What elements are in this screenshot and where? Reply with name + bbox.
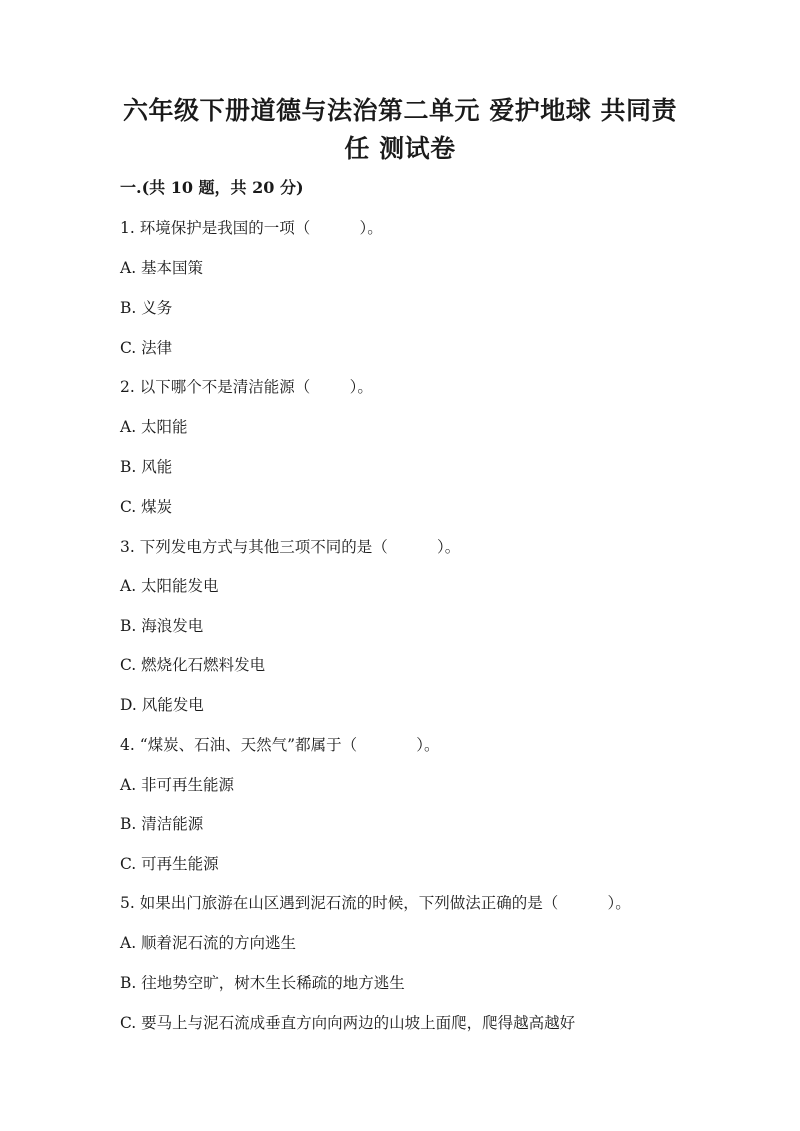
question-2-option-a: A. 太阳能 xyxy=(120,418,188,436)
question-1-stem: 1. 环境保护是我国的一项（ ）。 xyxy=(120,219,383,237)
question-2-option-b: B. 风能 xyxy=(120,458,173,476)
document-title xyxy=(110,92,690,168)
document-title-line-2: 任 测试卷 xyxy=(344,134,456,163)
question-3-stem: 3. 下列发电方式与其他三项不同的是（ ）。 xyxy=(120,538,461,556)
document-title-line-1: 六年级下册道德与法治第二单元 爱护地球 共同责 xyxy=(123,96,677,125)
question-4-option-b: B. 清洁能源 xyxy=(120,815,204,833)
question-5-stem: 5. 如果出门旅游在山区遇到泥石流的时候，下列做法正确的是（ ）。 xyxy=(120,894,631,912)
question-1-option-a: A. 基本国策 xyxy=(120,259,204,277)
section-heading: 一.(共 10 题，共 20 分) xyxy=(120,178,304,197)
question-2-stem: 2. 以下哪个不是清洁能源（ ）。 xyxy=(120,378,373,396)
question-4-stem: 4. “煤炭、石油、天然气”都属于（ ）。 xyxy=(120,736,440,754)
question-4-option-c: C. 可再生能源 xyxy=(120,855,219,873)
question-1-option-b: B. 义务 xyxy=(120,299,173,317)
question-5-option-b: B. 往地势空旷，树木生长稀疏的地方逃生 xyxy=(120,974,405,992)
question-3-option-d: D. 风能发电 xyxy=(120,696,204,714)
question-2-option-c: C. 煤炭 xyxy=(120,498,173,516)
question-5-option-c: C. 要马上与泥石流成垂直方向向两边的山坡上面爬，爬得越高越好 xyxy=(120,1014,576,1032)
question-1-option-c: C. 法律 xyxy=(120,339,173,357)
question-5-option-a: A. 顺着泥石流的方向逃生 xyxy=(120,934,297,952)
question-4-option-a: A. 非可再生能源 xyxy=(120,776,235,794)
question-3-option-b: B. 海浪发电 xyxy=(120,617,204,635)
question-3-option-c: C. 燃烧化石燃料发电 xyxy=(120,656,266,674)
question-3-option-a: A. 太阳能发电 xyxy=(120,577,219,595)
